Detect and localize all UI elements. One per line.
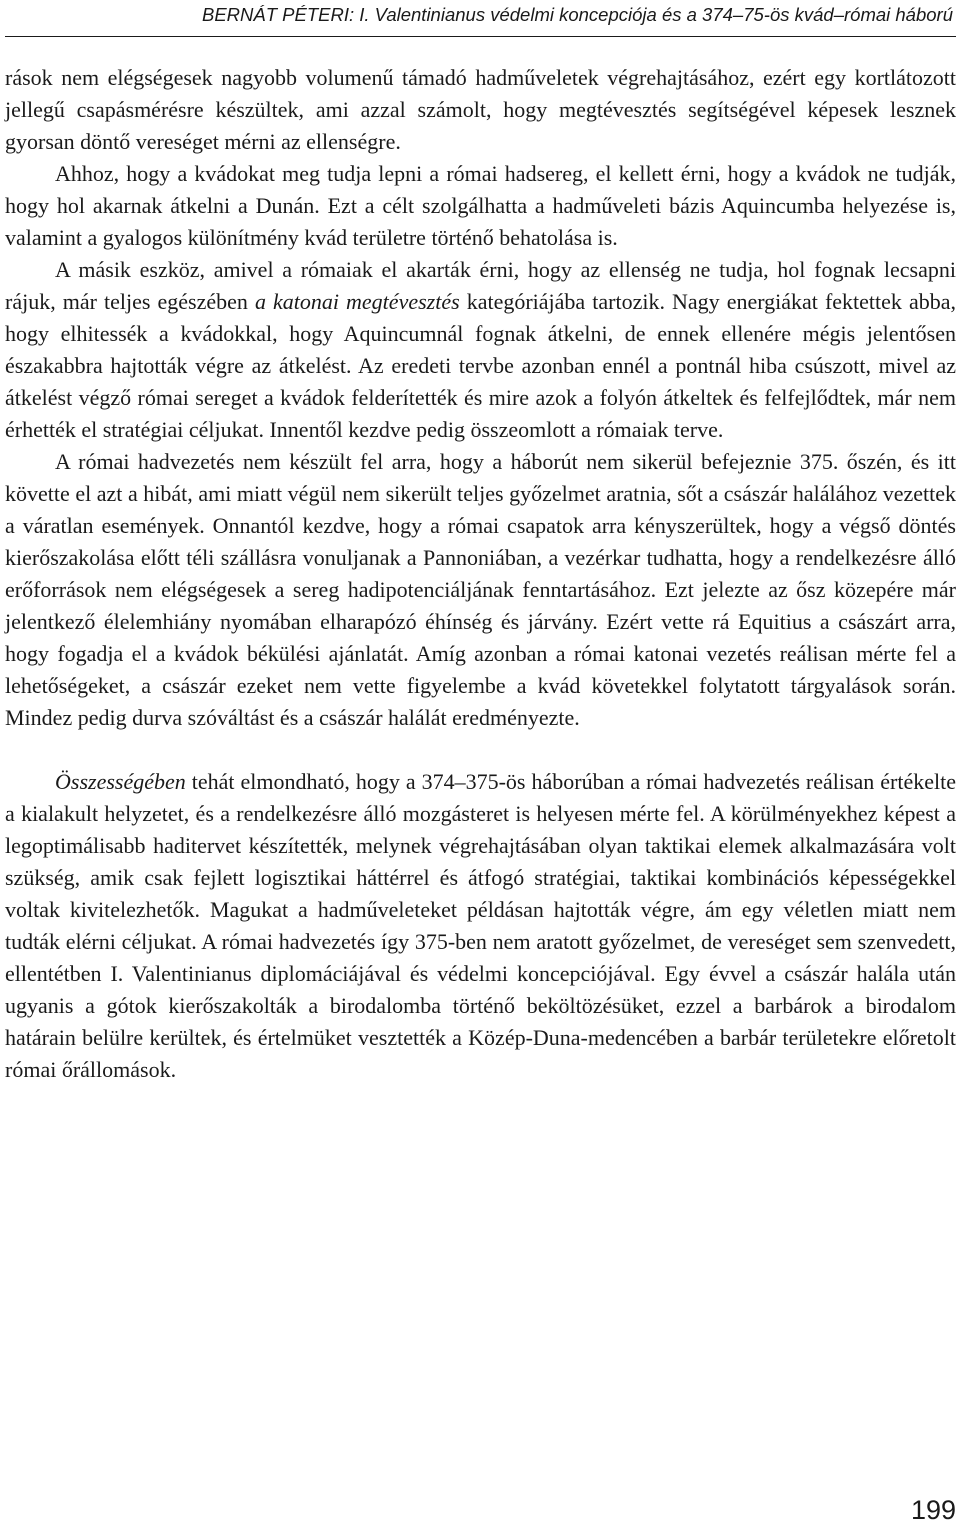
paragraph-surprise: Ahhoz, hogy a kvádokat meg tudja lepni a római hadsereg, el kellett érni, hogy a kvádok ne tudják, hogy hol akarnak átkelni a Dunán. Ezt a célt szolgálhatta a hadműveleti bázis Aquincumba helyezése is, valamint a gyalogos különítmény kvád területre történő behatolása is. [5,161,956,250]
paragraph-deception-start: A másik eszköz, amivel a rómaiak el akarták érni, hogy az ellenség ne tudja, hol fognak lecsapni rájuk, már teljes egészében [5,257,956,314]
paragraph-summary [5,766,956,1086]
page-number: 199 [910,1495,956,1525]
paragraph-deception-end: kategóriájába tartozik. Nagy energiákat fektettek abba, hogy elhitessék a kvádokkal, hogy Aquincumnál fognak átkelni, de ennek ellenére mégis jelentősen északabbra hajtották végre az átkelést. Az eredeti tervbe azonban ennél a pontnál hiba csúszott, mivel az átkelést végző római sereget a kvádok felderítették és mire azok a folyón átkeltek és felfejlődtek, már nem érhették el stratégiai céljukat. Innentől kezdve pedig összeomlott a rómaiak terve. [5,289,957,442]
paragraph-summary-text: tehát elmondható, hogy a 374–375-ös háborúban a római hadvezetés reálisan értékelte a kialakult helyzetet, és a rendelkezésre álló mozgásteret is helyesen mérte fel. A körülményekhez képest a legoptimálisabb haditervet készítették, melynek végrehajtásában olyan taktikai elemek alkalmazására volt szükség, amik csak fejlett logisztikai háttérrel és átfogó stratégiai, taktikai kombinációs képességekkel voltak kivitelezhetők. Magukat a hadműveleteket példásan hajtották végre, ám egy véletlen miatt nem tudták elérni céljukat. A római hadvezetés így 375-ben nem aratott győzelmet, de vereséget sem szenvedett, ellentétben I. Valentinianus diplomáciájával és védelmi koncepciójával. Egy évvel a császár halála után ugyanis a gótok kierőszakolták a birodalomba történő beköltözésüket, ezzel a barbárok a birodalom határain belülre kerültek, és értelmüket vesztették a Közép-Duna-medencében a barbár területekre előretolt római őrállomások. [5,769,956,1082]
paragraph-deception-emphasis: a katonai megtévesztés [254,289,460,314]
header-rule [5,36,956,37]
paragraph-deception [5,254,956,446]
paragraph-winter: A római hadvezetés nem készült fel arra, hogy a háborút nem sikerül befejeznie 375. őszén, és itt követte el azt a hibát, ami miatt végül nem sikerült teljes győzelmet aratnia, sőt a császár halálához vezettek a váratlan események. Onnantól kezdve, hogy a római csapatok arra kényszerültek, hogy a végső döntés kierőszakolása előtt téli szállásra vonuljanak a Pannoniában, a vezérkar tudhatta, hogy a rendelkezésre álló erőforrások nem elégségesek a sereg hadipotenciáljának fenntartásához. Ezt jelezte az ősz közepére már jelentkező élelemhiány nyomában elharapózó éhínség és járvány. Ezért vette rá Equitius a császárt arra, hogy fogadja el a kvádok békülési ajánlatát. Amíg azonban a római katonai vezetés reálisan mérte fel a lehetőségeket, a császár ezeket nem vette figyelembe a kvád követekkel folytatott tárgyalások során. Mindez pedig durva szóváltást és a császár halálát eredményezte. [5,449,956,730]
paragraph-summary-emphasis: Összességében [55,769,186,794]
body-text [5,62,956,1086]
running-head: BERNÁT PÉTERI: I. Valentinianus védelmi koncepciója és a 374–75-ös kvád–római háború [201,4,953,25]
paragraph-continuation: rások nem elégségesek nagyobb volumenű támadó hadműveletek végrehajtásához, ezért egy kortlátozott jellegű csapásmérésre készültek, ami azzal számolt, hogy megtévesztés segítségével képesek lesznek gyorsan döntő vereséget mérni az ellenségre. [5,65,956,154]
